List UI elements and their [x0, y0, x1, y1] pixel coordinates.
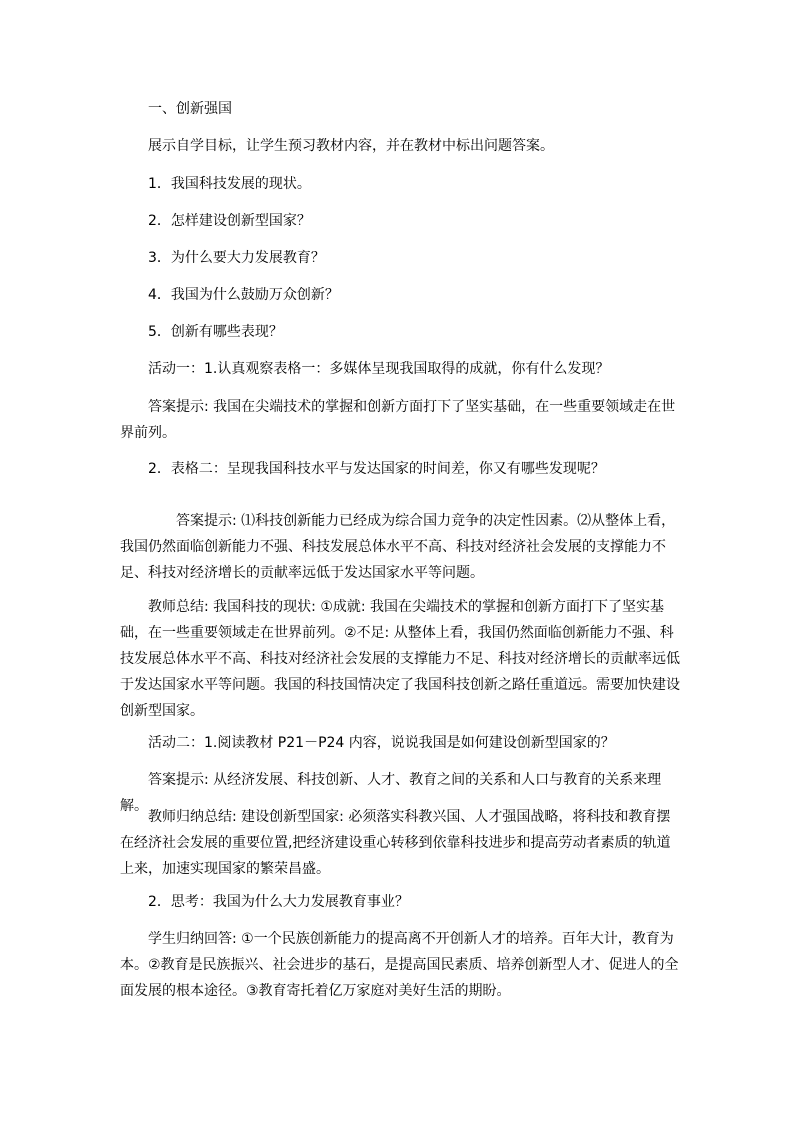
answer-paragraph: 答案提示: 我国在尖端技术的掌握和创新方面打下了坚实基础，在一些重要领域走在世界前列。 [120, 399, 676, 441]
summary-paragraph: 教师归纳总结: 建设创新型国家: 必须落实科教兴国、人才强国战略，将科技和教育摆在经济社会发展的重要位置,把经济建设重心转移到依靠科技进步和提高劳动者素质的轨道上来，加速实现国家的繁荣昌盛。 [120, 809, 671, 877]
question-item: 1．我国科技发展的现状。 [148, 176, 311, 192]
summary-paragraph: 教师总结: 我国科技的现状: ①成就: 我国在尖端技术的掌握和创新方面打下了坚实基础，在一些重要领域走在世界前列。②不足: 从整体上看，我国仍然面临创新能力不强、科技发展总体水平不高、科技对经济社会发展的支撑能力不足、科技对经济增长的贡献率远低于发达国家水平等问题。我国的科技国情决定了我国科技创新之路任重道远。需要加快建设创新型国家。 [120, 599, 680, 719]
question-item: 4．我国为什么鼓励万众创新？ [148, 287, 339, 303]
question-paragraph: 2．思考：我国为什么大力发展教育事业？ [148, 894, 409, 910]
student-answer-paragraph: 学生归纳回答: ①一个民族创新能力的提高离不开创新人才的培养。百年大计，教育为本。②教育是民族振兴、社会进步的基石，是提高国民素质、培养创新型人才、促进人的全面发展的根本途径。③教育寄托着亿万家庭对美好生活的期盼。 [120, 931, 679, 999]
activity-paragraph: 活动一：1.认真观察表格一：多媒体呈现我国取得的成就，你有什么发现？ [148, 361, 610, 377]
paragraph: 展示自学目标，让学生预习教材内容，并在教材中标出问题答案。 [148, 138, 554, 154]
activity-paragraph: 活动二：1.阅读教材 P21－P24 内容，说说我国是如何建设创新型国家的？ [148, 735, 615, 751]
answer-paragraph: 答案提示: 从经济发展、科技创新、人才、教育之间的关系和人口与教育的关系来理解。 [120, 772, 662, 814]
question-item: 5．创新有哪些表现？ [148, 324, 283, 340]
activity-paragraph: 2．表格二：呈现我国科技水平与发达国家的时间差，你又有哪些发现呢？ [148, 461, 605, 477]
question-item: 2．怎样建设创新型国家？ [148, 213, 311, 229]
answer-paragraph: 答案提示: ⑴科技创新能力已经成为综合国力竞争的决定性因素。⑵从整体上看，我国仍然面临创新能力不强、科技发展总体水平不高、科技对经济社会发展的支撑能力不足、科技对经济增长的贡献率远低于发达国家水平等问题。 [120, 513, 676, 581]
section-heading: 一、创新强国 [148, 101, 232, 117]
question-item: 3．为什么要大力发展教育？ [148, 250, 325, 266]
